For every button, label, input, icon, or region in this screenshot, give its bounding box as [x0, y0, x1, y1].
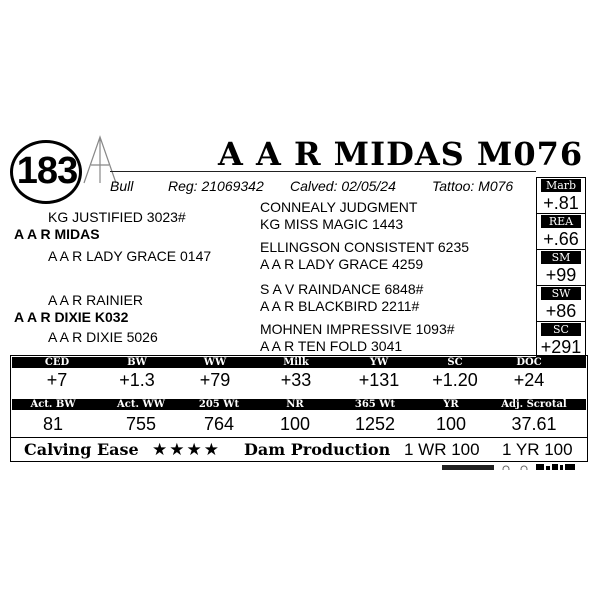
epd-cell-rea — [537, 214, 585, 250]
pedigree-ancestor: A A R BLACKBIRD 2211# — [260, 298, 420, 314]
table-divider — [11, 437, 587, 438]
epd-header: BW — [127, 357, 147, 368]
pedigree-ancestor: ELLINGSON CONSISTENT 6235 — [260, 239, 470, 255]
epd-value: +291 — [540, 337, 582, 357]
calving-ease-stars: ★★★★ — [152, 440, 221, 459]
epd-cell-sw — [537, 286, 585, 322]
actual-header: NR — [286, 399, 304, 410]
pedigree-dam: A A R DIXIE K032 — [14, 309, 129, 325]
epd-cell-marb — [537, 178, 585, 214]
title-divider — [110, 171, 536, 172]
pedigree-ancestor: KG MISS MAGIC 1443 — [260, 216, 404, 232]
actual-value: 37.61 — [511, 414, 557, 434]
actual-header: YR — [443, 399, 459, 410]
epd-label: Marb — [541, 179, 581, 192]
epd-value: +86 — [545, 301, 577, 321]
epd-value: +7 — [46, 370, 68, 390]
pedigree-ancestor: A A R LADY GRACE 4259 — [260, 256, 424, 272]
epd-label: SM — [541, 251, 581, 264]
pedigree-ancestor: MOHNEN IMPRESSIVE 1093# — [260, 321, 455, 337]
epd-value: +79 — [199, 370, 231, 390]
sex-label: Bull — [110, 178, 134, 194]
actual-value: 81 — [42, 414, 64, 434]
pedigree-dam-dam: A A R DIXIE 5026 — [48, 329, 158, 345]
actual-header: Adj. Scrotal — [501, 399, 567, 410]
pedigree-dam-sire: A A R RAINIER — [48, 292, 143, 308]
actual-value: 755 — [125, 414, 157, 434]
epd-value: +131 — [358, 370, 400, 390]
actual-header: Act. WW — [117, 399, 165, 410]
dam-production-yr: 1 YR 100 — [502, 440, 573, 459]
pedigree-sire: A A R MIDAS — [14, 226, 100, 242]
actual-header: 365 Wt — [354, 399, 396, 410]
actual-value: 100 — [435, 414, 467, 434]
actual-value: 1252 — [354, 414, 396, 434]
animal-name: A A R MIDAS M076 — [218, 135, 584, 173]
epd-cell-sc — [537, 322, 585, 358]
epd-label: REA — [541, 215, 581, 228]
actual-value: 764 — [203, 414, 235, 434]
pedigree-sire-sire: KG JUSTIFIED 3023# — [48, 209, 186, 225]
epd-header: WW — [203, 357, 227, 368]
pedigree-ancestor: S A V RAINDANCE 6848# — [260, 281, 424, 297]
tattoo: Tattoo: M076 — [432, 178, 514, 194]
epd-value: +.81 — [543, 193, 579, 213]
epd-cell-sm — [537, 250, 585, 286]
epd-value: +33 — [280, 370, 312, 390]
actual-header: 205 Wt — [198, 399, 240, 410]
actual-value: 100 — [279, 414, 311, 434]
epd-header: DOC — [516, 357, 542, 368]
epd-value: +24 — [513, 370, 545, 390]
epd-header: Milk — [283, 357, 309, 368]
dam-production-label: Dam Production — [244, 440, 391, 459]
pedigree-ancestor: A A R TEN FOLD 3041 — [260, 338, 403, 354]
epd-value: +.66 — [543, 229, 579, 249]
calved-date: Calved: 02/05/24 — [290, 178, 396, 194]
epd-value: +1.20 — [432, 370, 478, 390]
epd-header: CED — [44, 357, 70, 368]
epd-label: SC — [541, 323, 581, 336]
epd-value: +99 — [545, 265, 577, 285]
dam-production-wr: 1 WR 100 — [404, 440, 480, 459]
pedigree-ancestor: CONNEALY JUDGMENT — [260, 199, 418, 215]
lot-number: 183 — [16, 150, 78, 192]
pedigree-sire-dam: A A R LADY GRACE 0147 — [48, 248, 212, 264]
breed-logo-qr-icon — [440, 462, 588, 470]
epd-header: YW — [369, 357, 389, 368]
carcass-epd-column — [536, 177, 586, 357]
actual-header: Act. BW — [30, 399, 76, 410]
registration-number: Reg: 21069342 — [168, 178, 264, 194]
epd-value: +1.3 — [119, 370, 155, 390]
epd-label: SW — [541, 287, 581, 300]
epd-header: SC — [447, 357, 463, 368]
calving-ease-label: Calving Ease — [24, 440, 139, 459]
